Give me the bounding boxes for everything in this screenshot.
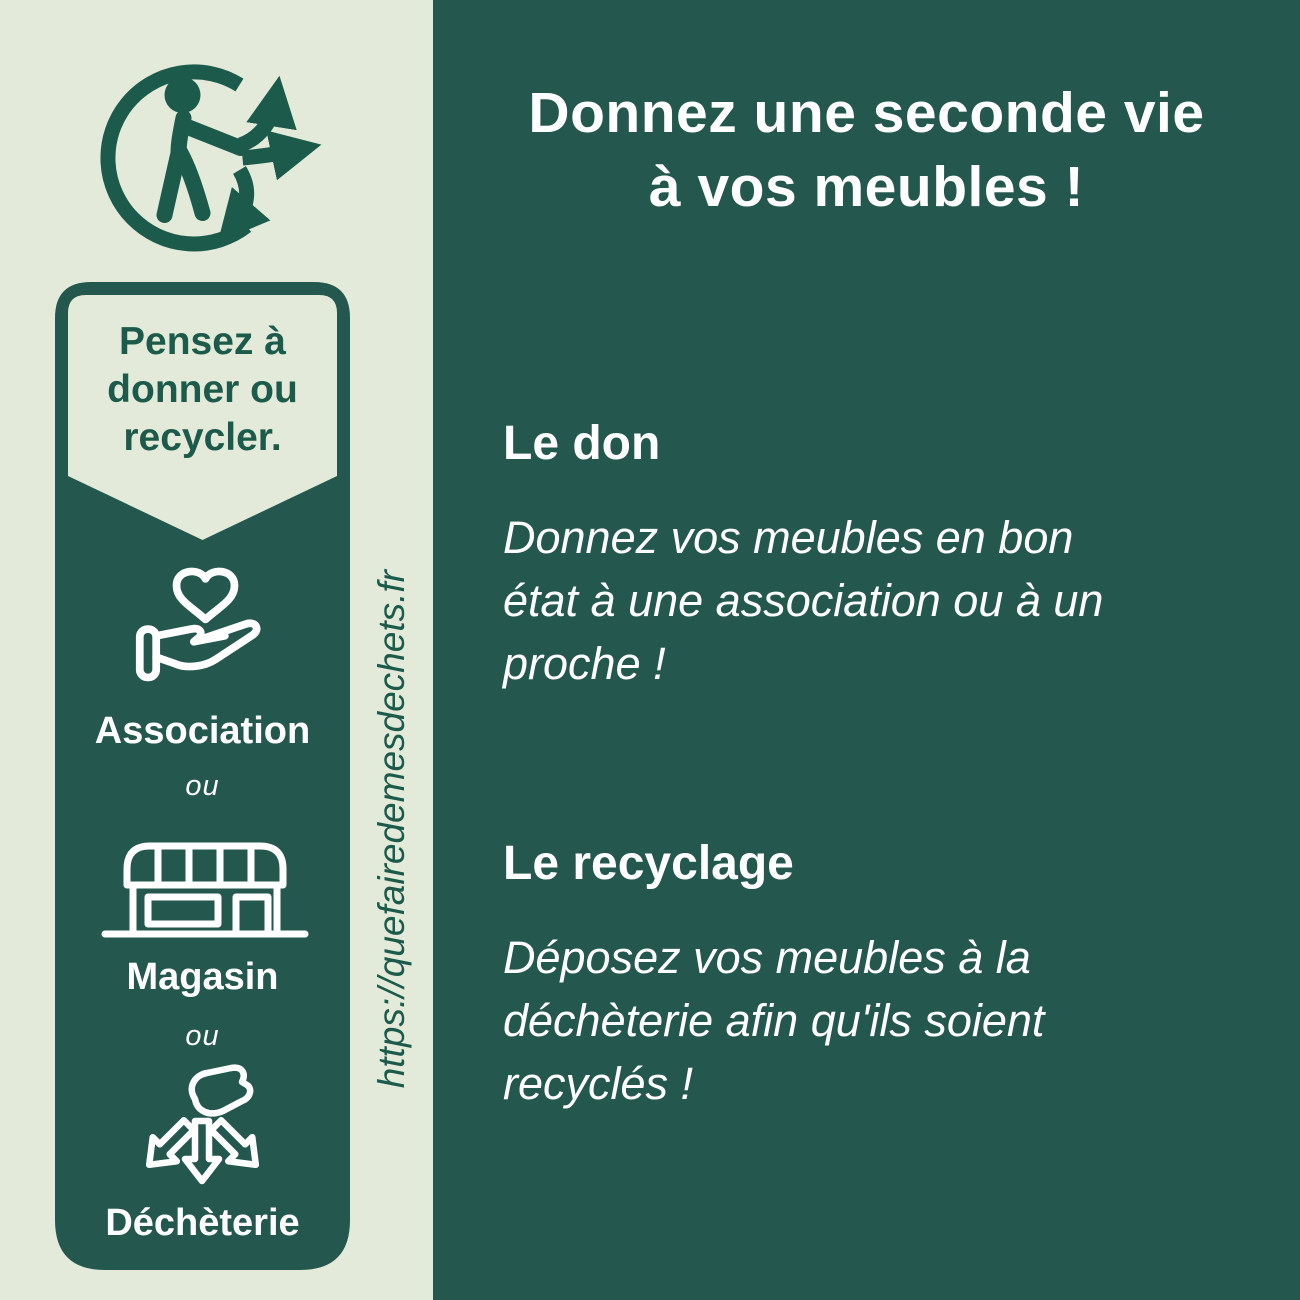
body-line: proche ! [503, 638, 666, 689]
body-line: Déposez vos meubles à la [503, 932, 1031, 983]
pennant-line: donner ou [107, 368, 298, 411]
body-line: état à une association ou à un [503, 575, 1104, 626]
hand-sorting-arrows-icon [135, 1063, 270, 1203]
body-line: recyclés ! [503, 1058, 694, 1109]
option-label-association: Association [94, 710, 311, 752]
section-heading-le-don: Le don [503, 417, 661, 470]
separator-ou: ou [185, 770, 220, 802]
hand-heart-icon [133, 562, 278, 702]
pennant-line: recycler. [123, 416, 282, 459]
pennant-message [67, 318, 338, 462]
section-body-le-don [503, 506, 1263, 695]
option-label-magasin: Magasin [126, 956, 279, 998]
separator-ou: ou [185, 1020, 220, 1052]
storefront-icon [100, 833, 310, 951]
section-heading-le-recyclage: Le recyclage [503, 837, 794, 890]
option-label-decheterie: Déchèterie [105, 1202, 300, 1244]
page-title-line: Donnez une seconde vie [528, 81, 1205, 145]
section-body-le-recyclage [503, 926, 1263, 1115]
website-url: https://quefairedemesdechets.fr [371, 569, 412, 1089]
page-title [433, 76, 1300, 224]
triman-recycling-logo [88, 45, 333, 270]
body-line: déchèterie afin qu'ils soient [503, 995, 1045, 1046]
pennant-line: Pensez à [119, 320, 286, 363]
website-url-wrapper [350, 505, 434, 1153]
page-title-line: à vos meubles ! [648, 155, 1085, 219]
right-panel [433, 0, 1300, 1300]
body-line: Donnez vos meubles en bon [503, 512, 1074, 563]
